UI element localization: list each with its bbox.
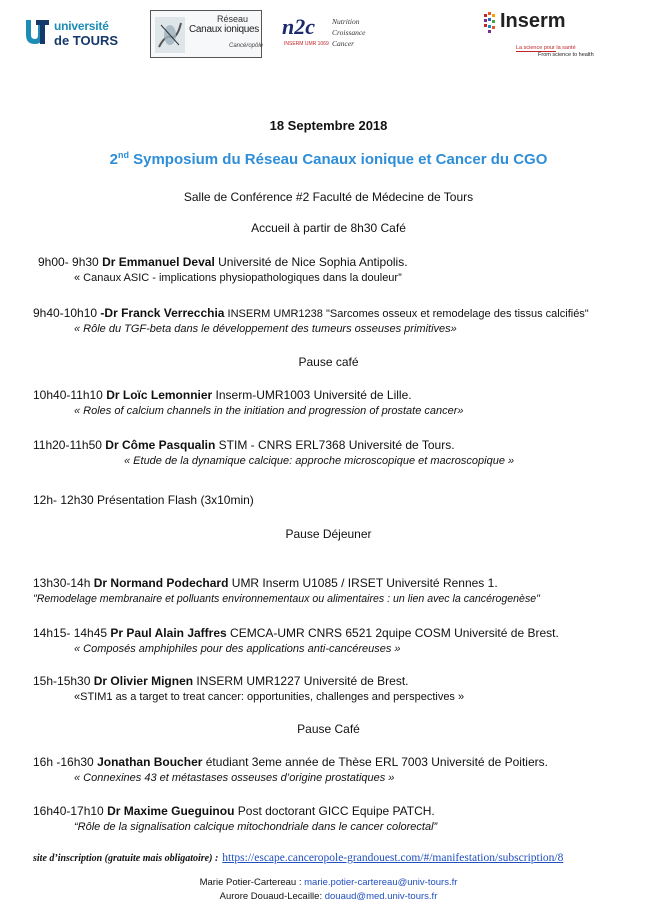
talk-speaker: Dr Normand Podechard [93,576,229,590]
welcome-note: Accueil à partir de 8h30 Café [251,221,406,235]
talk-affiliation: INSERM UMR1238 "Sarcomes osseux et remodelage des tissus calcifiés" [224,308,589,320]
reseau-logo-line2: Canaux ioniques [189,24,259,35]
contact-email-link[interactable]: douaud@med.univ-tours.fr [324,891,438,902]
n2c-logo-unit: INSERM UMR 1069 [284,41,329,47]
talk-affiliation: INSERM UMR1227 Université de Brest. [193,674,409,688]
talk-affiliation: Inserm-UMR1003 Université de Lille. [212,388,412,402]
contact-line [0,877,657,888]
universite-tours-logo [24,16,119,50]
title-text: Symposium du Réseau Canaux ionique et Cancer du CGO [128,151,548,168]
flash-presentations: 12h- 12h30 Présentation Flash (3x10min) [33,493,254,507]
talk-heading [33,674,409,688]
talk-time: 16h40-17h10 [33,804,108,818]
pause-lunch: Pause Déjeuner [285,527,372,541]
talk-heading [33,576,498,590]
talk-heading [33,755,548,769]
talk-heading [33,388,412,402]
reseau-canaux-logo [150,10,262,58]
talk-speaker: Dr Olivier Mignen [93,674,194,688]
talk-heading [33,804,435,818]
inserm-logo [484,12,604,60]
talk-speaker: Pr Paul Alain Jaffres [110,626,227,640]
talk-time: 9h00- 9h30 [38,255,103,269]
ion-channel-icon [155,17,185,53]
tours-logo-line1: université [54,19,109,33]
contact-line [0,891,657,902]
talk-subject: “Rôle de la signalisation calcique mitochondriale dans le cancer colorectal” [74,821,438,833]
inserm-logo-name: Inserm [500,10,566,32]
talk-heading [38,255,408,269]
talk-heading [33,438,455,452]
talk-subject: « Roles of calcium channels in the initiation and progression of prostate cancer» [74,405,464,417]
pause-coffee-2: Pause Café [297,722,360,736]
talk-heading [33,626,559,640]
contact-email-link[interactable]: marie.potier-cartereau@univ-tours.fr [304,877,458,888]
n2c-logo [282,14,372,54]
talk-time: 11h20-11h50 [33,438,106,452]
talk-subject: « Rôle du TGF-beta dans le développement des tumeurs osseuses primitives» [74,323,457,335]
inserm-tagline-en: From science to health [538,52,594,58]
talk-speaker: Jonathan Boucher [97,755,203,769]
inserm-grid-icon [484,12,498,34]
talk-time: 13h30-14h [33,576,94,590]
event-title [0,150,657,168]
registration-label: site d’inscription (gratuite mais obligatoire) : [33,853,219,864]
ut-logo-icon [24,18,50,46]
talk-subject: « Canaux ASIC - implications physiopathologiques dans la douleur” [74,272,402,284]
event-date: 18 Septembre 2018 [269,118,388,133]
talk-time: 9h40-10h10 [33,306,101,320]
talk-subject: "Remodelage membranaire et polluants environnementaux ou alimentaires : un lien avec la cancérogenèse" [33,593,540,605]
talk-heading [33,306,589,320]
n2c-logo-word3: Cancer [332,39,355,48]
inserm-tagline-fr: La science pour la santé [516,45,576,51]
talk-speaker: Dr Maxime Gueguinou [107,804,235,818]
talk-affiliation: UMR Inserm U1085 / IRSET Université Rennes 1. [228,576,498,590]
talk-time: 10h40-11h10 [33,388,107,402]
contact-name: Aurore Douaud-Lecaille: [219,891,325,902]
event-venue: Salle de Conférence #2 Faculté de Médecine de Tours [183,190,474,204]
talk-time: 15h-15h30 [33,674,94,688]
title-superscript: nd [117,150,129,160]
talk-subject: « Etude de la dynamique calcique: approche microscopique et macroscopique » [124,455,515,467]
talk-subject: «STIM1 as a target to treat cancer: opportunities, challenges and perspectives » [74,691,465,703]
talk-speaker: Dr Emmanuel Deval [102,255,215,269]
talk-affiliation: STIM - CNRS ERL7368 Université de Tours. [215,438,455,452]
registration-line [33,852,563,864]
n2c-logo-word2: Croissance [332,28,366,37]
talk-speaker: Dr Côme Pasqualin [105,438,216,452]
reseau-logo-line3: Cancéropôle [229,43,264,49]
contact-name: Marie Potier-Cartereau : [199,877,305,888]
registration-link[interactable]: https://escape.canceropole-grandouest.com/#/manifestation/subscription/8 [222,852,564,864]
talk-affiliation: Université de Nice Sophia Antipolis. [214,255,408,269]
title-number: 2 [109,151,118,168]
talk-speaker: -Dr Franck Verrecchia [100,306,225,320]
talk-speaker: Dr Loïc Lemonnier [106,388,213,402]
talk-affiliation: étudiant 3eme année de Thèse ERL 7003 Université de Poitiers. [202,755,548,769]
n2c-logo-word1: Nutrition [332,17,360,26]
talk-affiliation: CEMCA-UMR CNRS 6521 2quipe COSM Université de Brest. [226,626,559,640]
n2c-logo-mark: n2c [282,14,315,39]
talk-time: 14h15- 14h45 [33,626,111,640]
talk-time: 16h -16h30 [33,755,98,769]
talk-subject: « Connexines 43 et métastases osseuses d’origine prostatiques » [74,772,395,784]
pause-coffee-1: Pause café [298,355,359,369]
tours-logo-line2: de TOURS [54,33,119,48]
talk-subject: « Composés amphiphiles pour des applications anti-cancéreuses » [74,643,401,655]
reseau-logo-line1: Réseau [217,14,249,24]
talk-affiliation: Post doctorant GICC Equipe PATCH. [234,804,435,818]
